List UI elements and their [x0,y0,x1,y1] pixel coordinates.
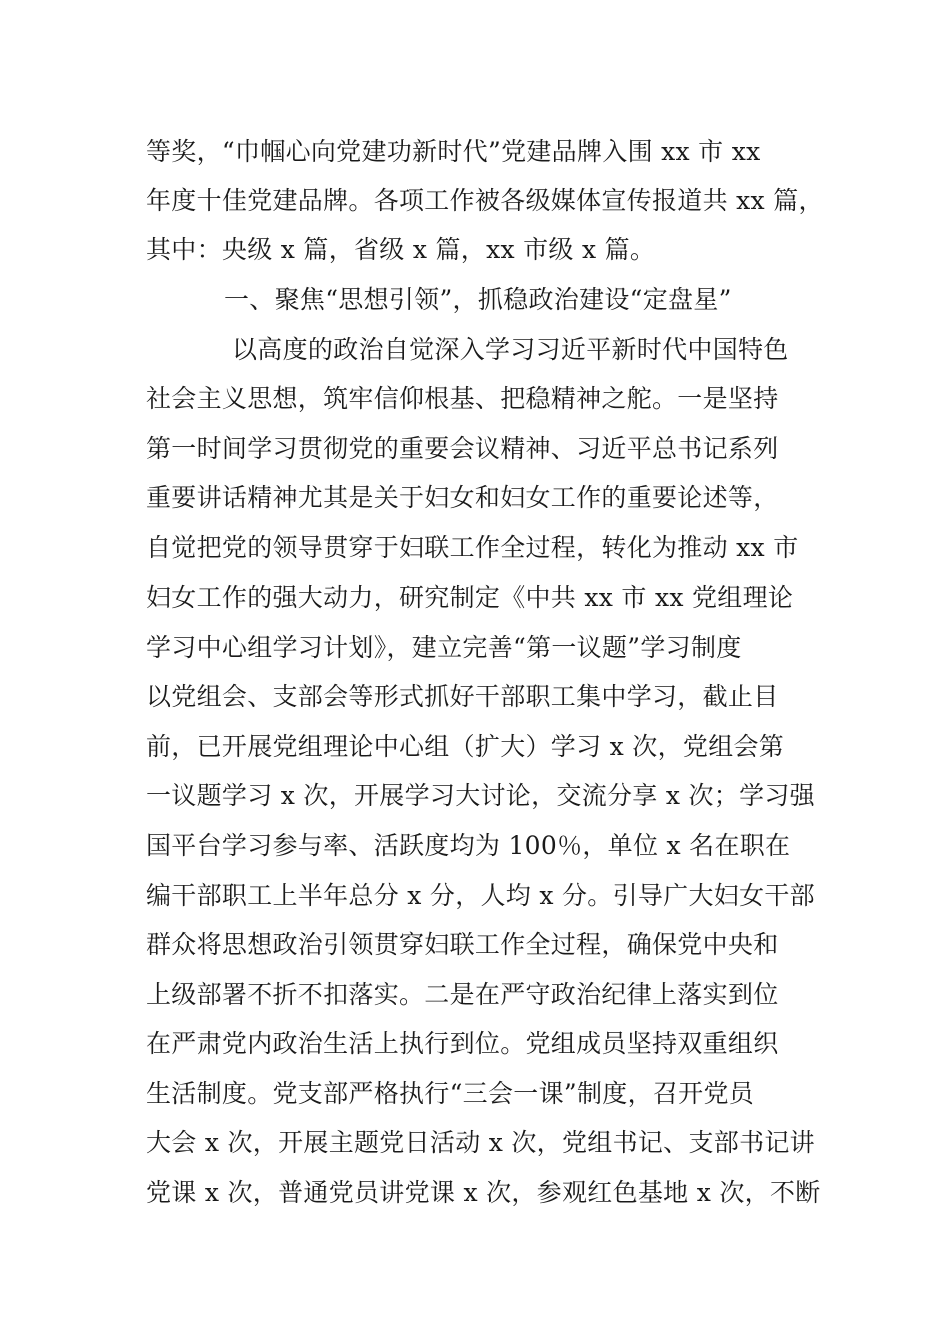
text-line: 其中：央级 x 篇，省级 x 篇，xx 市级 x 篇。 [146,235,656,264]
text-line: 前，已开展党组理论中心组（扩大）学习 x 次，党组会第 [146,732,785,761]
text-line: 一议题学习 x 次，开展学习大讨论，交流分享 x 次；学习强 [146,781,815,810]
text-line: 国平台学习参与率、活跃度均为 100％，单位 x 名在职在 [146,831,791,860]
text-line: 社会主义思想，筑牢信仰根基、把稳精神之舵。一是坚持 [146,384,779,413]
text-line: 学习中心组学习计划》，建立完善“第一议题”学习制度 [146,633,742,662]
text-line: 自觉把党的领导贯穿于妇联工作全过程，转化为推动 xx 市 [146,533,799,562]
section-heading: 一、聚焦“思想引领”，抓稳政治建设“定盘星” [224,285,732,314]
text-line: 上级部署不折不扣落实。二是在严守政治纪律上落实到位 [146,980,779,1009]
text-line: 第一时间学习贯彻党的重要会议精神、习近平总书记系列 [146,434,779,463]
text-line: 等奖，“巾帼心向党建功新时代”党建品牌入围 xx 市 xx [146,137,761,166]
text-line: 生活制度。党支部严格执行“三会一课”制度，召开党员 [146,1079,755,1108]
text-line: 以党组会、支部会等形式抓好干部职工集中学习，截止目 [146,682,779,711]
text-line: 重要讲话精神尤其是关于妇女和妇女工作的重要论述等， [146,483,779,512]
text-line: 妇女工作的强大动力，研究制定《中共 xx 市 xx 党组理论 [146,583,794,612]
text-line: 大会 x 次，开展主题党日活动 x 次，党组书记、支部书记讲 [146,1128,815,1157]
text-line: 党课 x 次，普通党员讲党课 x 次，参观红色基地 x 次，不断 [146,1178,821,1207]
text-line: 群众将思想政治引领贯穿妇联工作全过程，确保党中央和 [146,930,779,959]
text-line: 以高度的政治自觉深入学习习近平新时代中国特色 [232,335,789,364]
text-line: 年度十佳党建品牌。各项工作被各级媒体宣传报道共 xx 篇， [146,186,824,215]
text-line: 编干部职工上半年总分 x 分，人均 x 分。引导广大妇女干部 [146,881,815,910]
text-line: 在严肃党内政治生活上执行到位。党组成员坚持双重组织 [146,1029,779,1058]
